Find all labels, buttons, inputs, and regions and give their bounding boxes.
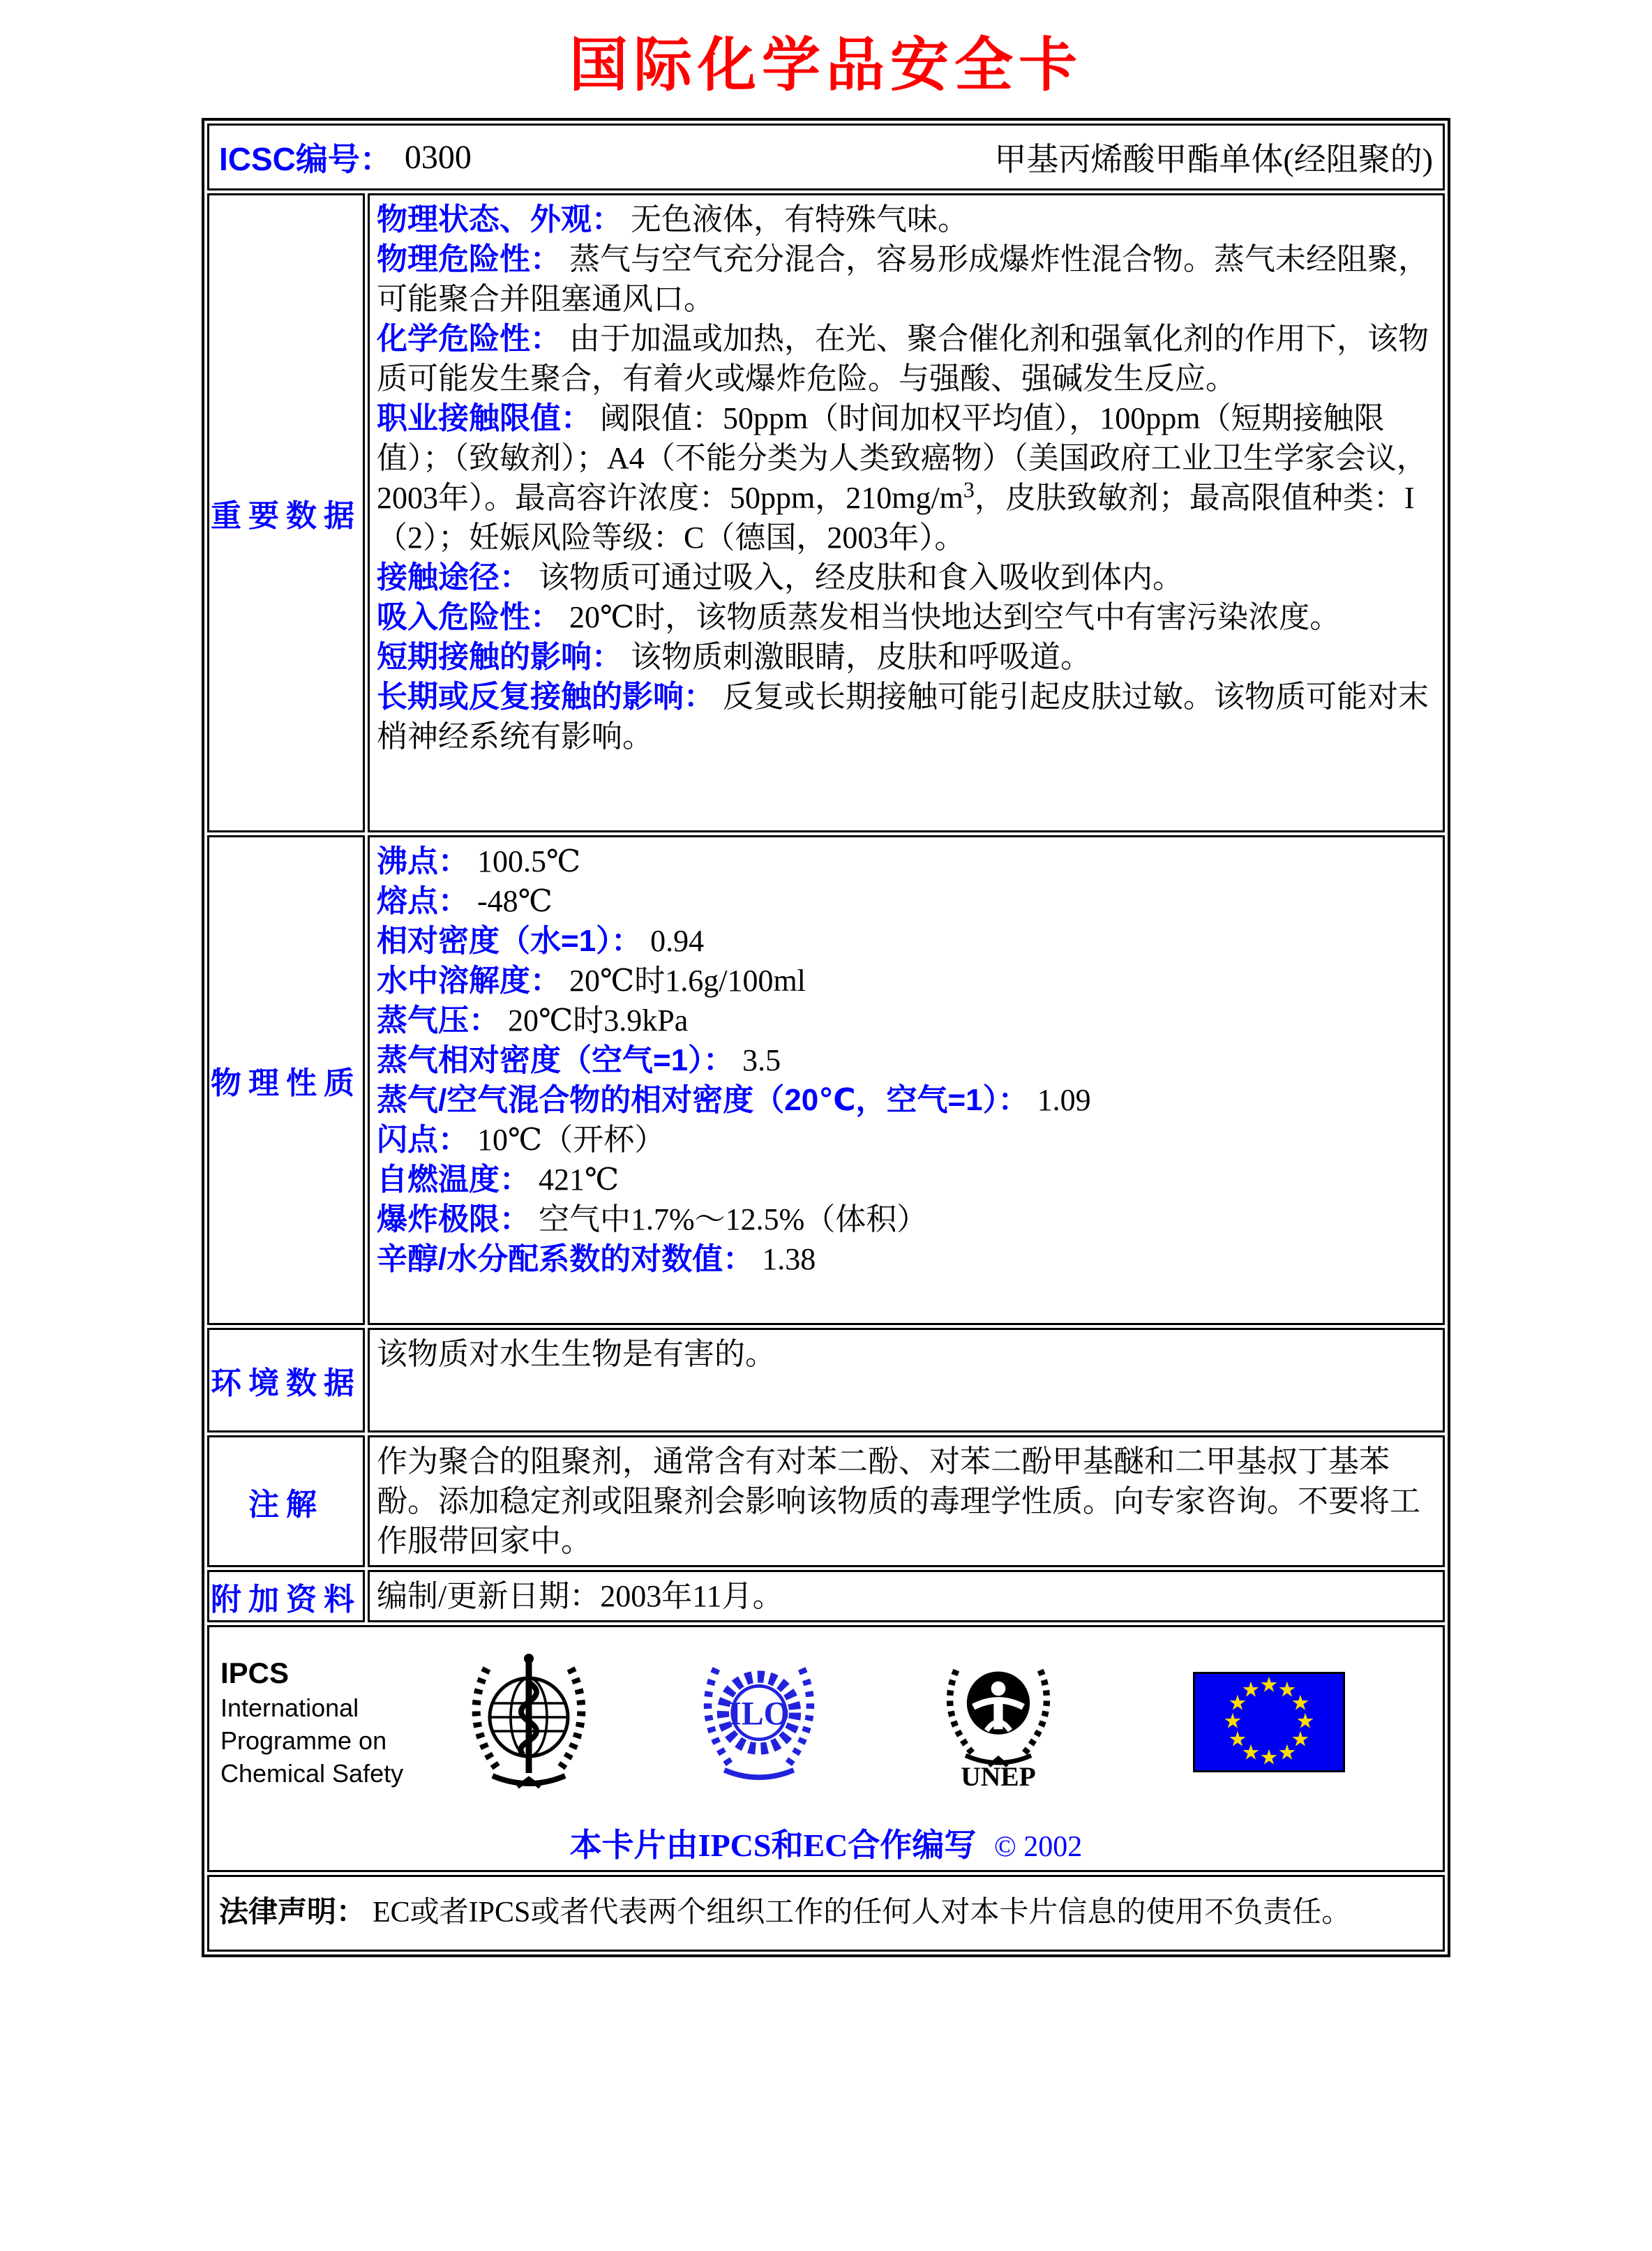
field-label: 职业接触限值： bbox=[377, 401, 592, 435]
field-label: 接触途径： bbox=[377, 560, 530, 594]
field-label: 闪点： bbox=[377, 1123, 469, 1157]
important-field-routes-of-exposure bbox=[377, 558, 1434, 597]
ipcs-line: Chemical Safety bbox=[220, 1758, 404, 1788]
field-label: 蒸气/空气混合物的相对密度（20℃，空气=1）： bbox=[377, 1083, 1029, 1117]
environmental-data-content bbox=[368, 1328, 1445, 1433]
field-value: 蒸气与空气充分混合，容易形成爆炸性混合物。蒸气未经阻聚，可能聚合并阻塞通风口。 bbox=[377, 242, 1429, 316]
important-field-physical-dangers bbox=[377, 239, 1434, 319]
legal-notice-label: 法律声明： bbox=[219, 1895, 366, 1928]
physical-field-melting-point bbox=[377, 881, 1434, 921]
icsc-number-value: 0300 bbox=[404, 138, 472, 176]
field-value: ，皮肤致敏剂；最高限值种类：I（2）；妊娠风险等级：C（德国，2003年）。 bbox=[377, 481, 1415, 555]
field-label: 吸入危险性： bbox=[377, 600, 561, 634]
superscript-3: 3 bbox=[963, 477, 975, 502]
field-value: 1.09 bbox=[1037, 1083, 1091, 1117]
field-value: 空气中1.7%～12.5%（体积） bbox=[539, 1202, 928, 1236]
field-label: 相对密度（水=1）： bbox=[377, 924, 643, 958]
substance-name: 甲基丙烯酸甲酯单体(经阻聚的) bbox=[994, 142, 1433, 177]
field-value: 421℃ bbox=[539, 1162, 620, 1197]
field-value: 3.5 bbox=[742, 1043, 781, 1077]
field-value: -48℃ bbox=[477, 884, 553, 918]
field-value: 100.5℃ bbox=[477, 844, 581, 878]
physical-field-octanol-water-partition bbox=[377, 1239, 1434, 1279]
field-value: 反复或长期接触可能引起皮肤过敏。该物质可能对末梢神经系统有影响。 bbox=[377, 680, 1429, 754]
field-value: 20℃时，该物质蒸发相当快地达到空气中有害污染浓度。 bbox=[569, 600, 1341, 634]
important-field-short-term-effects bbox=[377, 637, 1434, 677]
footer-copyright: © 2002 bbox=[993, 1831, 1083, 1863]
ipcs-acronym: IPCS bbox=[220, 1656, 290, 1689]
field-label: 物理危险性： bbox=[377, 242, 561, 276]
icsc-card-table bbox=[202, 118, 1450, 1957]
field-label: 化学危险性： bbox=[377, 322, 561, 356]
ipcs-line: International bbox=[220, 1693, 359, 1722]
ipcs-text-block bbox=[220, 1655, 424, 1790]
field-value: 10℃（开杯） bbox=[477, 1123, 666, 1157]
page-title: 国际化学品安全卡 bbox=[569, 33, 1083, 98]
field-label: 水中溶解度： bbox=[377, 964, 561, 998]
card-header-row bbox=[207, 124, 1445, 190]
row-label-environmental-data: 环境数据 bbox=[207, 1328, 365, 1433]
physical-field-boiling-point bbox=[377, 842, 1434, 881]
eu-flag-icon: ★ ★ ★ ★ ★ ★ ★ ★ ★ ★ ★ ★ bbox=[1193, 1672, 1345, 1772]
legal-notice-row bbox=[207, 1875, 1445, 1952]
important-field-chemical-dangers bbox=[377, 319, 1434, 398]
physical-field-flash-point bbox=[377, 1120, 1434, 1160]
field-label: 爆炸极限： bbox=[377, 1202, 530, 1236]
field-label: 熔点： bbox=[377, 884, 469, 918]
field-value: 阈限值：50ppm（时间加权平均值），100ppm（短期接触限值）；（致敏剂）；A4（不能分类为人类致癌物）（美国政府工业卫生学家会议，2003年）。最高容许浓度：50ppm，210mg/m bbox=[377, 401, 1427, 515]
unep-logo-icon bbox=[943, 1653, 1053, 1792]
physical-field-vapor-pressure bbox=[377, 1001, 1434, 1040]
row-label-additional-info: 附加资料 bbox=[207, 1570, 365, 1622]
important-field-physical-state bbox=[377, 200, 1434, 239]
ilo-logo-icon bbox=[699, 1652, 819, 1793]
physical-field-autoignition-temperature bbox=[377, 1160, 1434, 1199]
additional-info-content bbox=[368, 1570, 1445, 1622]
important-field-long-term-effects bbox=[377, 677, 1434, 756]
field-value: 1.38 bbox=[762, 1242, 816, 1276]
additional-info-text: 编制/更新日期：2003年11月。 bbox=[377, 1579, 783, 1613]
physical-field-vapor-air-mixture-density bbox=[377, 1080, 1434, 1120]
ipcs-line: Programme on bbox=[220, 1726, 387, 1755]
physical-field-explosive-limits bbox=[377, 1199, 1434, 1239]
field-value: 无色液体，有特殊气味。 bbox=[631, 202, 968, 237]
unep-logo-text: UNEP bbox=[961, 1760, 1036, 1788]
field-label: 沸点： bbox=[377, 844, 469, 878]
row-label-notes: 注解 bbox=[207, 1435, 365, 1567]
important-field-inhalation-risk bbox=[377, 597, 1434, 637]
physical-properties-content bbox=[368, 835, 1445, 1325]
icsc-number-label: ICSC编号： bbox=[219, 141, 392, 177]
row-label-physical-properties: 物理性质 bbox=[207, 835, 365, 1325]
field-label: 物理状态、外观： bbox=[377, 202, 622, 237]
field-value: 该物质可通过吸入，经皮肤和食入吸收到体内。 bbox=[539, 560, 1183, 594]
who-logo-icon bbox=[463, 1650, 596, 1795]
field-value: 0.94 bbox=[650, 924, 705, 958]
field-label: 蒸气压： bbox=[377, 1003, 500, 1038]
physical-field-relative-density bbox=[377, 921, 1434, 961]
notes-text: 作为聚合的阻聚剂，通常含有对苯二酚、对苯二酚甲基醚和二甲基叔丁基苯酚。添加稳定剂或阻聚剂会影响该物质的毒理学性质。向专家咨询。不要将工作服带回家中。 bbox=[377, 1444, 1420, 1558]
field-value: 20℃时3.9kPa bbox=[508, 1003, 689, 1038]
notes-content bbox=[368, 1435, 1445, 1567]
logos-row bbox=[207, 1625, 1445, 1872]
field-label: 蒸气相对密度（空气=1）： bbox=[377, 1043, 735, 1077]
field-value: 由于加温或加热，在光、聚合催化剂和强氧化剂的作用下，该物质可能发生聚合，有着火或爆炸危险。与强酸、强碱发生反应。 bbox=[377, 322, 1429, 396]
field-value: 该物质刺激眼睛，皮肤和呼吸道。 bbox=[631, 640, 1091, 674]
legal-notice-text: EC或者IPCS或者代表两个组织工作的任何人对本卡片信息的使用不负责任。 bbox=[373, 1897, 1351, 1929]
footer-caption-text: 本卡片由IPCS和EC合作编写 bbox=[569, 1827, 977, 1863]
important-data-content bbox=[368, 193, 1445, 832]
field-label: 辛醇/水分配系数的对数值： bbox=[377, 1242, 754, 1276]
field-label: 自燃温度： bbox=[377, 1162, 530, 1197]
footer-caption bbox=[209, 1820, 1443, 1866]
field-label: 长期或反复接触的影响： bbox=[377, 680, 714, 714]
field-label: 短期接触的影响： bbox=[377, 640, 622, 674]
field-value: 20℃时1.6g/100ml bbox=[569, 964, 806, 998]
important-field-occupational-exposure-limits bbox=[377, 398, 1434, 558]
physical-field-water-solubility bbox=[377, 961, 1434, 1001]
environmental-data-text: 该物质对水生生物是有害的。 bbox=[377, 1337, 776, 1371]
ilo-logo-text: ILO bbox=[728, 1695, 790, 1733]
row-label-important-data: 重要数据 bbox=[207, 193, 365, 832]
physical-field-vapor-relative-density bbox=[377, 1040, 1434, 1080]
